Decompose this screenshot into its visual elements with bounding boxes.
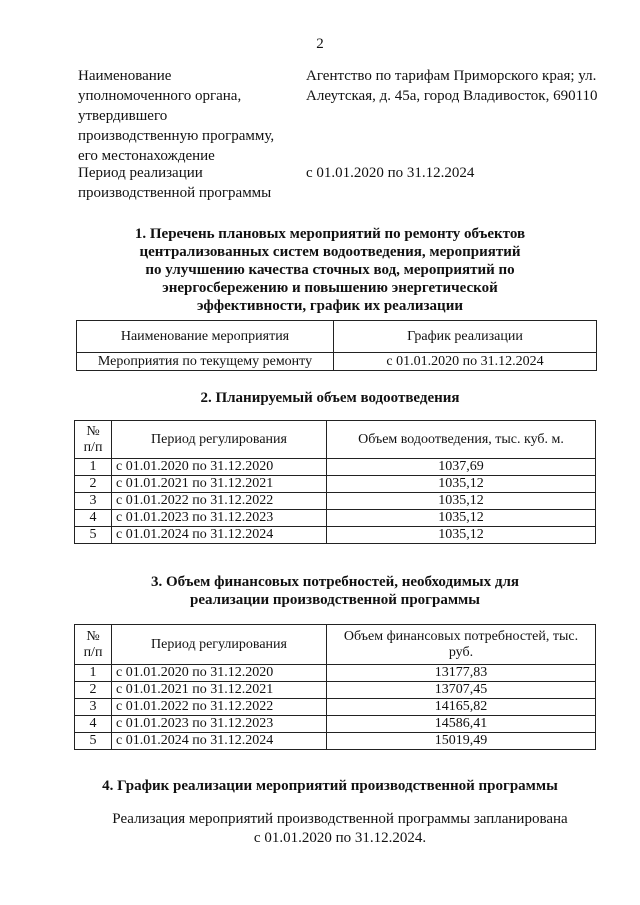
row-period: с 01.01.2020 по 31.12.2020 — [112, 459, 327, 476]
row-period: с 01.01.2023 по 31.12.2023 — [112, 716, 327, 733]
authority-value: Агентство по тарифам Приморского края; ул. Алеутская, д. 45а, город Владивосток, 690110 — [306, 68, 598, 104]
table-row — [75, 510, 596, 527]
table-row — [75, 733, 596, 750]
column-header: № п/п — [75, 421, 112, 459]
section2-title: 2. Планируемый объем водоотведения — [200, 390, 460, 406]
activities-table — [76, 320, 597, 371]
row-value: 1035,12 — [327, 476, 596, 493]
volume-table — [74, 420, 596, 544]
row-value: 13707,45 — [327, 682, 596, 699]
period-value: с 01.01.2020 по 31.12.2024 — [306, 165, 475, 181]
finance-table — [74, 624, 596, 750]
activity-schedule: с 01.01.2020 по 31.12.2024 — [334, 353, 597, 371]
row-number: 3 — [75, 699, 112, 716]
row-period: с 01.01.2021 по 31.12.2021 — [112, 476, 327, 493]
implementation-note: Реализация мероприятий производственной программы запланирована с 01.01.2020 по 31.12.2024. — [112, 811, 568, 846]
activity-name: Мероприятия по текущему ремонту — [77, 353, 334, 371]
row-number: 2 — [75, 682, 112, 699]
row-number: 3 — [75, 493, 112, 510]
row-value: 1035,12 — [327, 493, 596, 510]
section4-title: 4. График реализации мероприятий производственной программы — [102, 778, 558, 794]
row-period: с 01.01.2020 по 31.12.2020 — [112, 665, 327, 682]
section1-title: 1. Перечень плановых мероприятий по ремонту объектов централизованных систем водоотведения, мероприятий по улучшению качества сточных вод, мероприятий по энергосбережению и повышению энергетической эффективности, график их реализации — [134, 226, 526, 314]
authority-label: Наименование уполномоченного органа, утвердившего производственную программу, его местонахождение — [78, 68, 275, 164]
period-label: Период реализации производственной программы — [78, 165, 272, 201]
row-period: с 01.01.2024 по 31.12.2024 — [112, 733, 327, 750]
row-value: 1037,69 — [327, 459, 596, 476]
row-period: с 01.01.2021 по 31.12.2021 — [112, 682, 327, 699]
row-number: 1 — [75, 459, 112, 476]
column-header: Период регулирования — [112, 625, 327, 665]
table-row — [75, 682, 596, 699]
column-header: № п/п — [75, 625, 112, 665]
row-number: 1 — [75, 665, 112, 682]
column-header: Период регулирования — [112, 421, 327, 459]
row-value: 13177,83 — [327, 665, 596, 682]
row-number: 2 — [75, 476, 112, 493]
column-header: Объем водоотведения, тыс. куб. м. — [327, 421, 596, 459]
table-row — [75, 476, 596, 493]
row-value: 14165,82 — [327, 699, 596, 716]
table-row — [77, 353, 597, 371]
table-row — [75, 527, 596, 544]
table-header-row — [77, 321, 597, 353]
page-number: 2 — [316, 36, 324, 52]
table-row — [75, 493, 596, 510]
table-row — [75, 699, 596, 716]
row-value: 1035,12 — [327, 510, 596, 527]
row-value: 14586,41 — [327, 716, 596, 733]
row-period: с 01.01.2022 по 31.12.2022 — [112, 699, 327, 716]
table-row — [75, 665, 596, 682]
column-header: Объем финансовых потребностей, тыс. руб. — [327, 625, 596, 665]
column-header: График реализации — [334, 321, 597, 353]
table-header-row — [75, 421, 596, 459]
row-period: с 01.01.2023 по 31.12.2023 — [112, 510, 327, 527]
row-number: 5 — [75, 733, 112, 750]
row-period: с 01.01.2024 по 31.12.2024 — [112, 527, 327, 544]
table-row — [75, 716, 596, 733]
table-row — [75, 459, 596, 476]
row-period: с 01.01.2022 по 31.12.2022 — [112, 493, 327, 510]
row-value: 15019,49 — [327, 733, 596, 750]
row-number: 4 — [75, 510, 112, 527]
table-header-row — [75, 625, 596, 665]
row-number: 5 — [75, 527, 112, 544]
row-number: 4 — [75, 716, 112, 733]
row-value: 1035,12 — [327, 527, 596, 544]
column-header: Наименование мероприятия — [77, 321, 334, 353]
section3-title: 3. Объем финансовых потребностей, необходимых для реализации производственной программы — [150, 574, 520, 608]
